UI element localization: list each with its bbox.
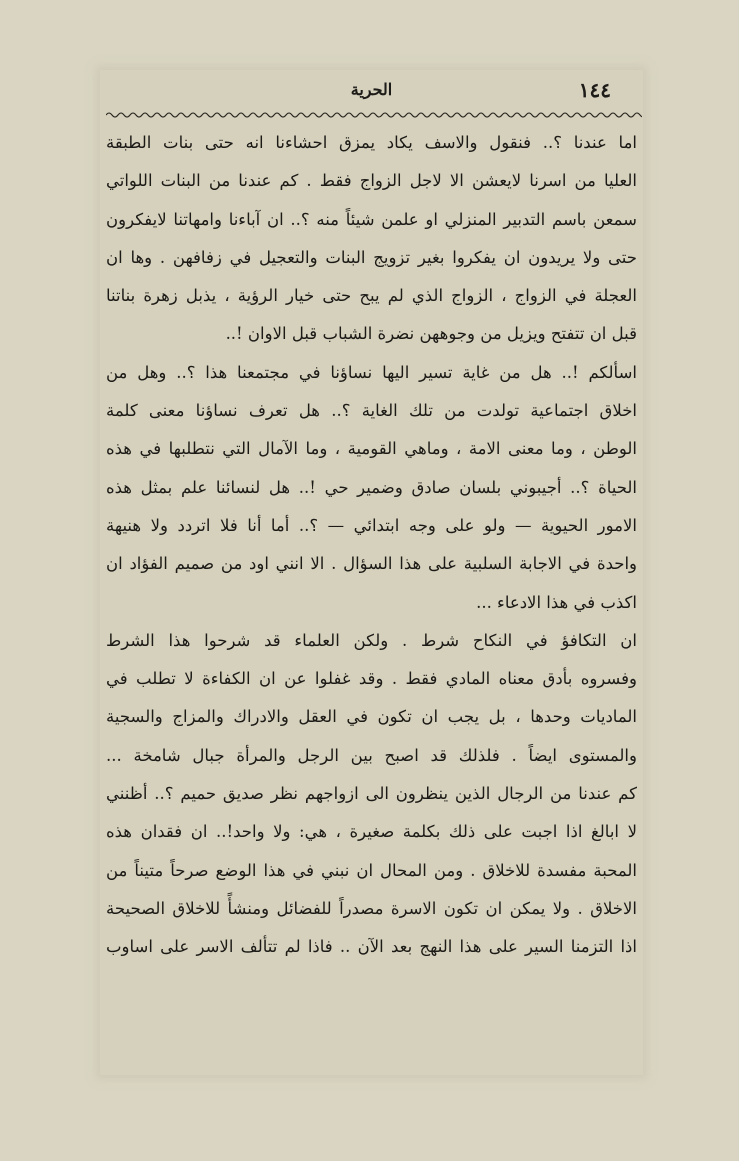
text-line: حتى ولا يريدون ان يفكروا بغير تزويج البنات والتعجيل في زفافهن . وها ان	[106, 247, 637, 267]
page-number: ١٤٤	[578, 78, 611, 102]
page-header	[100, 72, 643, 112]
text-line: كم عندنا من الرجال الذين ينظرون الى ازواجهم نظر صديق حميم ؟.. أظنني	[106, 784, 637, 804]
text-line: الحياة ؟.. أجيبوني بلسان صادق وضمير حي !.. هل لنسائنا علم بمثل هذه	[106, 477, 637, 497]
text-line: الامور الحيوية — ولو على وجه ابتدائي — ؟.. أما أنا فلا اتردد ولا هنيهة	[106, 515, 637, 535]
text-line: المحبة مفسدة للاخلاق . ومن المحال ان نبني في هذا الوضع صرحاً متيناً من	[106, 860, 637, 880]
body-text	[106, 124, 637, 967]
text-line: الاخلاق . ولا يمكن ان تكون الاسرة مصدراً للفضائل ومنشأً للاخلاق الصحيحة	[106, 898, 637, 918]
text-line: والمستوى ايضاً . فلذلك قد اصبح بين الرجل والمرأة جبال شامخة ...	[106, 745, 637, 765]
text-line: العجلة في الزواج ، الزواج الذي لم يبح حتى خيار الرؤية ، يذبل زهرة بناتنا	[106, 286, 637, 306]
wavy-divider	[106, 110, 642, 120]
running-title: الحرية	[350, 80, 393, 99]
text-line: اما عندنا ؟.. فنقول والاسف يكاد يمزق احشاءنا انه حتى بنات الطبقة	[106, 133, 637, 152]
text-line: لا ابالغ اذا اجبت على ذلك بكلمة صغيرة ، هي: ولا واحد!.. ان فقدان هذه	[106, 822, 637, 842]
text-line: الوطن ، وما معنى الامة ، وماهي القومية ، وما الآمال التي نتطلبها في هذه	[106, 439, 637, 459]
text-line: ان التكافؤ في النكاح شرط . ولكن العلماء قد شرحوا هذا الشرط	[106, 630, 637, 650]
text-line: اكذب في هذا الادعاء ...	[476, 592, 637, 612]
text-line: الماديات وحدها ، بل يجب ان تكون في العقل والادراك والمزاج والسجية	[106, 707, 637, 727]
text-line: سمعن باسم التدبير المنزلي او علمن شيئاً منه ؟.. ان آباءنا وامهاتنا لايفكرون	[106, 209, 637, 229]
text-line: وفسروه بأدق معناه المادي فقط . وقد غفلوا عن ان الكفاءة لا تطلب في	[106, 669, 637, 689]
text-line: قبل ان تتفتح ويزيل من وجوههن نضرة الشباب قبل الاوان !..	[225, 324, 637, 344]
text-line: اسألكم !.. هل من غاية تسير اليها نساؤنا في مجتمعنا هذا ؟.. وهل من	[106, 362, 637, 382]
text-line: العليا من اسرنا لايعشن الا لاجل الزواج فقط . كم عندنا من البنات اللواتي	[106, 171, 637, 191]
book-page	[100, 70, 643, 1075]
text-line: واحدة في الاجابة السلبية على هذا السؤال . الا انني اود من صميم الفؤاد ان	[106, 554, 637, 574]
text-line: اذا التزمنا السير على هذا النهج بعد الآن .. فاذا لم تتألف الاسر على اساوب	[106, 937, 637, 957]
text-line: اخلاق اجتماعية تولدت من تلك الغاية ؟.. هل تعرف نساؤنا معنى كلمة	[106, 401, 637, 421]
